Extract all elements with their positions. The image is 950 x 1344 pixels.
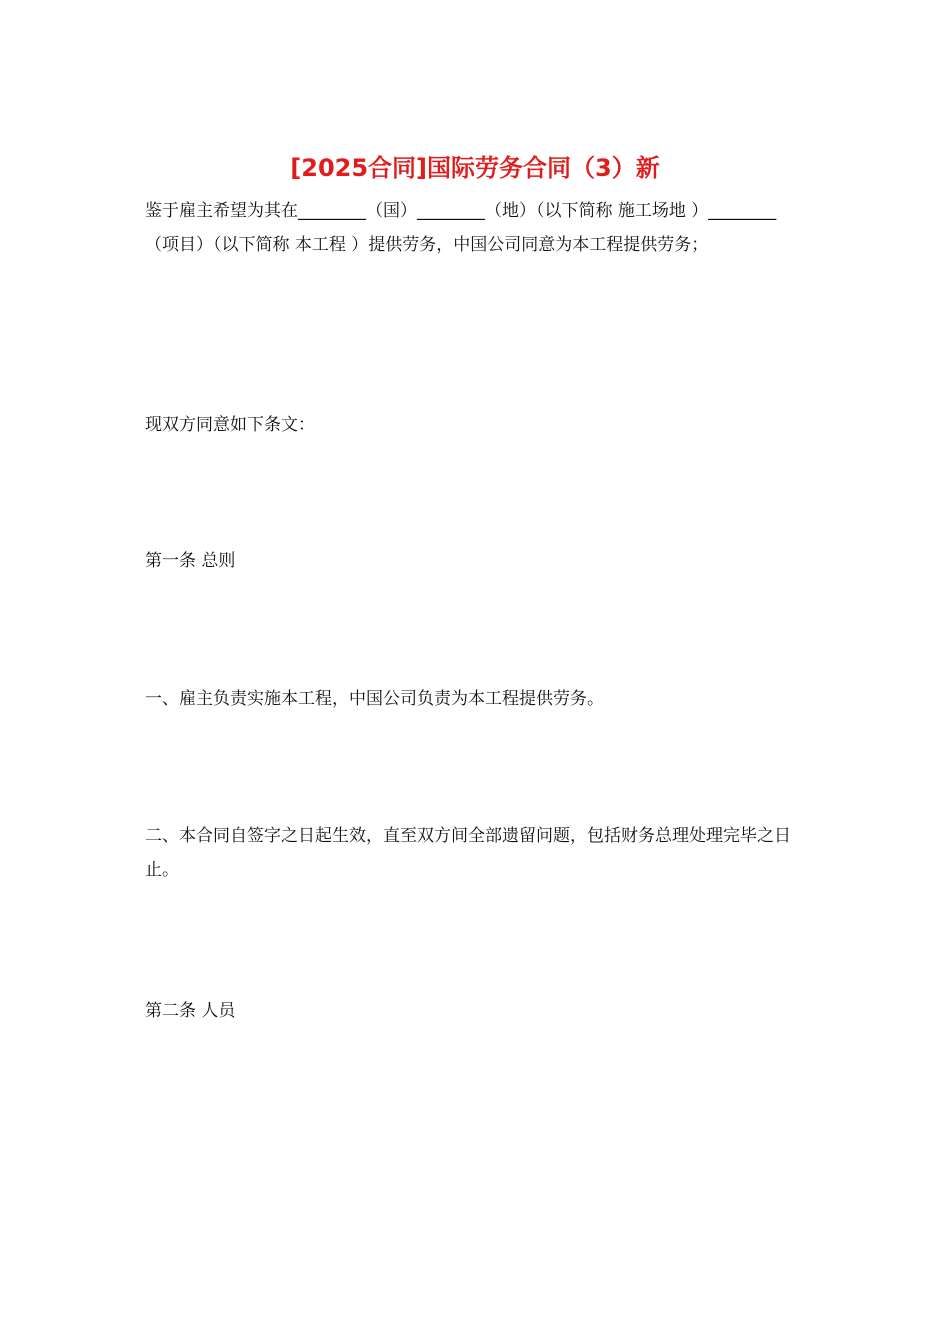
- article-2-heading: 第二条 人员: [145, 1001, 236, 1021]
- article-1-heading: 第一条 总则: [145, 551, 236, 571]
- intro-paragraph: 鉴于雇主希望为其在________（国）________（地）（以下简称 施工场地 ）________（项目）（以下简称 本工程 ）提供劳务，中国公司同意为本工程提供劳务；: [145, 201, 777, 255]
- agreement-paragraph: 现双方同意如下条文：: [145, 415, 315, 435]
- article-1-item-2: 二、本合同自签字之日起生效，直至双方间全部遗留问题，包括财务总理处理完毕之日止。: [145, 826, 791, 880]
- document-title: [2025合同]国际劳务合同（3）新: [290, 154, 660, 182]
- article-1-item-1: 一、雇主负责实施本工程，中国公司负责为本工程提供劳务。: [145, 689, 604, 709]
